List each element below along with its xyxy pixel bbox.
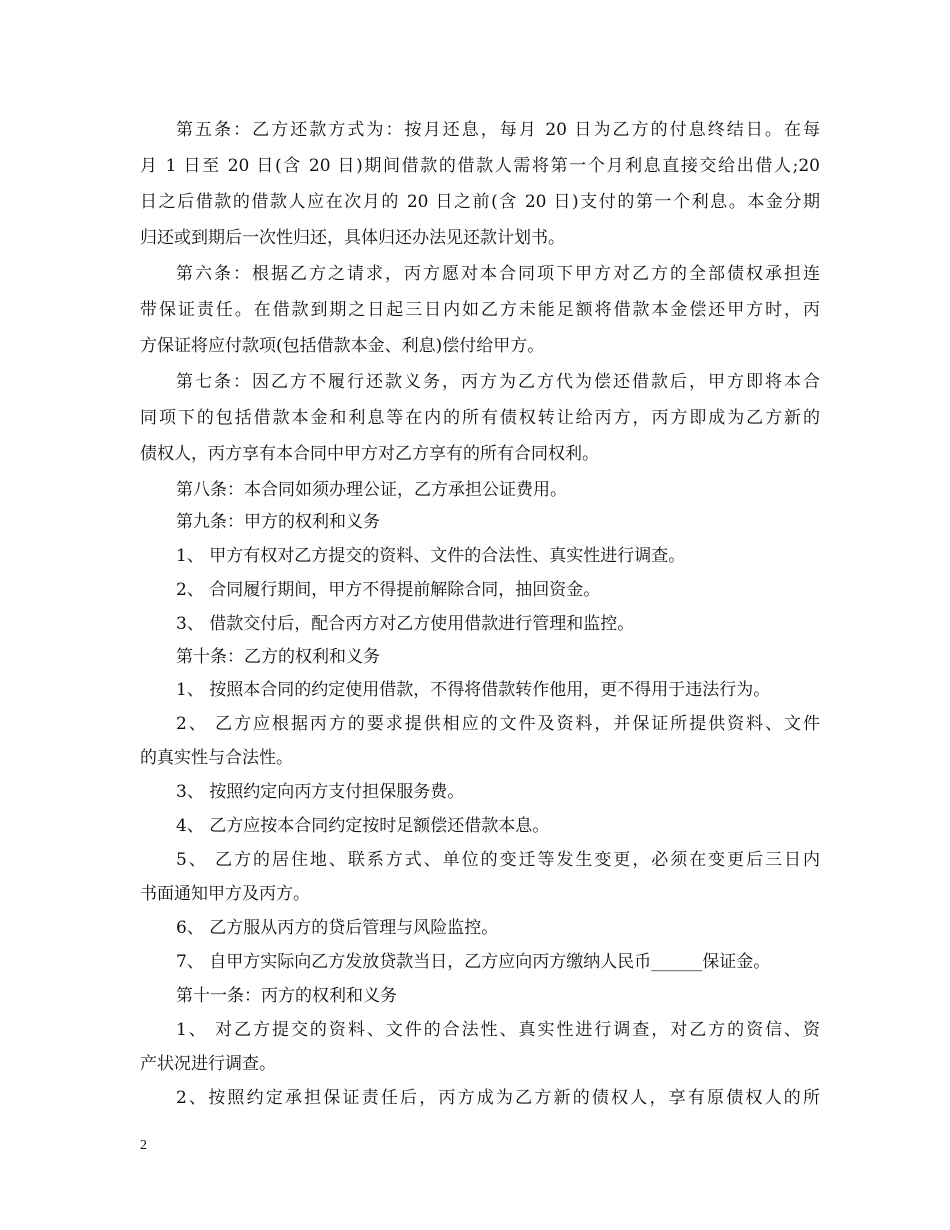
text-line: 书面通知甲方及丙方。 [140, 884, 310, 904]
text-line: 第六条：根据乙方之请求，丙方愿对本合同项下甲方对乙方的全部债权承担连 [176, 264, 820, 284]
text-line: 日之后借款的借款人应在次月的 20 日之前(含 20 日)支付的第一个利息。本金分期 [140, 192, 820, 212]
list-item: 3、 按照约定向丙方支付担保服务费。 [176, 782, 465, 802]
text-line: 第八条：本合同如须办理公证，乙方承担公证费用。 [176, 480, 567, 500]
text-line: 债权人，丙方享有本合同中甲方对乙方享有的所有合同权利。 [140, 444, 599, 464]
list-item: 7、 自甲方实际向乙方发放贷款当日，乙方应向丙方缴纳人民币______保证金。 [176, 952, 771, 972]
text-line: 产状况进行调查。 [140, 1054, 276, 1074]
text-line: 方保证将应付款项(包括借款本金、利息)偿付给甲方。 [140, 336, 545, 356]
list-item: 1、 按照本合同的约定使用借款，不得将借款转作他用，更不得用于违法行为。 [176, 680, 771, 700]
list-item: 1、 甲方有权对乙方提交的资料、文件的合法性、真实性进行调查。 [176, 546, 686, 566]
list-item: 1、 对乙方提交的资料、文件的合法性、真实性进行调查，对乙方的资信、资 [176, 1020, 820, 1040]
text-line: 月 1 日至 20 日(含 20 日)期间借款的借款人需将第一个月利息直接交给出借人;20 [140, 156, 820, 176]
list-item: 3、 借款交付后，配合丙方对乙方使用借款进行管理和监控。 [176, 614, 635, 634]
text-line: 带保证责任。在借款到期之日起三日内如乙方未能足额将借款本金偿还甲方时，丙 [140, 300, 820, 320]
text-line: 同项下的包括借款本金和利息等在内的所有债权转让给丙方，丙方即成为乙方新的 [140, 408, 820, 428]
text-line: 归还或到期后一次性归还，具体归还办法见还款计划书。 [140, 228, 565, 248]
list-item: 5、 乙方的居住地、联系方式、单位的变迁等发生变更，必须在变更后三日内 [176, 850, 820, 870]
section-heading: 第十条：乙方的权利和义务 [176, 647, 380, 667]
list-item: 2、 合同履行期间，甲方不得提前解除合同，抽回资金。 [176, 580, 601, 600]
section-heading: 第十一条：丙方的权利和义务 [176, 986, 397, 1006]
list-item: 6、 乙方服从丙方的贷后管理与风险监控。 [176, 918, 499, 938]
list-item: 4、 乙方应按本合同约定按时足额偿还借款本息。 [176, 816, 550, 836]
text-line: 第五条：乙方还款方式为：按月还息，每月 20 日为乙方的付息终结日。在每 [176, 120, 820, 140]
list-item: 2、按照约定承担保证责任后，丙方成为乙方新的债权人，享有原债权人的所 [176, 1088, 820, 1108]
text-line: 的真实性与合法性。 [140, 748, 293, 768]
list-item: 2、 乙方应根据丙方的要求提供相应的文件及资料，并保证所提供资料、文件 [176, 714, 820, 734]
page-number: 2 [140, 1138, 147, 1153]
section-heading: 第九条：甲方的权利和义务 [176, 512, 380, 532]
text-line: 第七条：因乙方不履行还款义务，丙方为乙方代为偿还借款后，甲方即将本合 [176, 372, 820, 392]
